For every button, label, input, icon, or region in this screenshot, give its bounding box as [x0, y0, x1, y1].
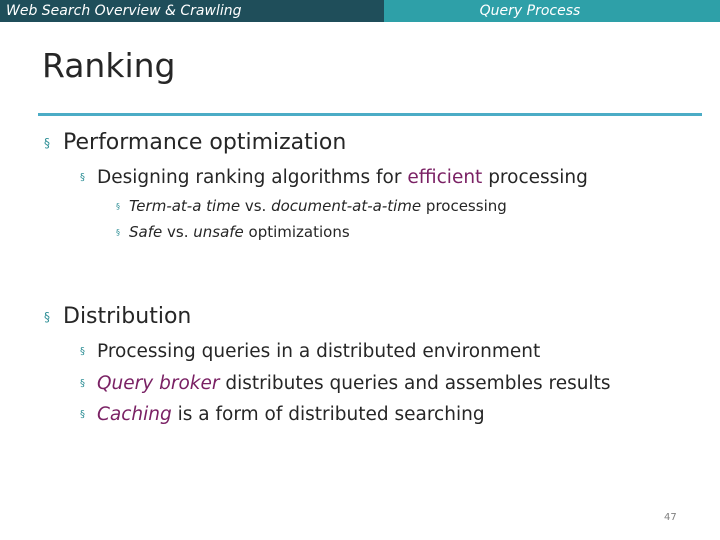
- text-segment: distributes queries and assembles results: [219, 373, 611, 394]
- bullet-text: Distribution: [63, 304, 192, 329]
- bullet-safe-vs-unsafe: [116, 223, 350, 241]
- bullet-text: [97, 167, 588, 188]
- bullet-icon: §: [80, 172, 85, 183]
- bullet-icon: §: [116, 201, 120, 211]
- tab-web-search-overview-label: Web Search Overview & Crawling: [6, 3, 242, 19]
- text-segment: processing: [482, 167, 588, 188]
- bullet-processing-queries: [80, 341, 540, 362]
- tab-query-process-label: Query Process: [479, 3, 581, 19]
- bullet-icon: §: [44, 135, 50, 150]
- bullet-icon: §: [80, 409, 85, 420]
- bullet-text: [97, 373, 610, 394]
- text-segment: vs.: [240, 197, 272, 215]
- bullet-text: [97, 404, 485, 425]
- bullet-query-broker: [80, 373, 610, 394]
- bullet-text: [129, 223, 350, 241]
- highlight-text: efficient: [407, 167, 483, 188]
- bullet-text: Performance optimization: [63, 130, 347, 155]
- bullet-icon: §: [44, 309, 50, 324]
- page-number: 47: [664, 512, 677, 523]
- bullet-performance-optimization: [44, 130, 346, 155]
- text-segment: processing: [421, 197, 507, 215]
- title-underline: [38, 113, 702, 116]
- emphasis-text: Safe: [129, 223, 163, 241]
- highlight-text: Caching: [97, 404, 172, 425]
- bullet-icon: §: [80, 378, 85, 389]
- text-segment: vs.: [162, 223, 194, 241]
- slide-title: Ranking: [42, 46, 176, 85]
- text-segment: is a form of distributed searching: [171, 404, 485, 425]
- bullet-caching: [80, 404, 485, 425]
- emphasis-text: document-at-a-time: [271, 197, 422, 215]
- bullet-text: Processing queries in a distributed environment: [97, 341, 541, 362]
- tab-query-process[interactable]: [384, 0, 720, 22]
- text-segment: Designing ranking algorithms for: [97, 167, 408, 188]
- tab-web-search-overview[interactable]: [0, 0, 384, 22]
- emphasis-text: Term-at-a time: [129, 197, 241, 215]
- bullet-term-at-a-time: [116, 197, 507, 215]
- bullet-designing-ranking: [80, 167, 588, 188]
- bullet-distribution: [44, 304, 191, 329]
- bullet-icon: §: [116, 227, 120, 237]
- text-segment: optimizations: [243, 223, 350, 241]
- highlight-text: Query broker: [97, 373, 220, 394]
- emphasis-text: unsafe: [193, 223, 244, 241]
- bullet-text: [129, 197, 507, 215]
- header-bar: [0, 0, 720, 22]
- bullet-icon: §: [80, 346, 85, 357]
